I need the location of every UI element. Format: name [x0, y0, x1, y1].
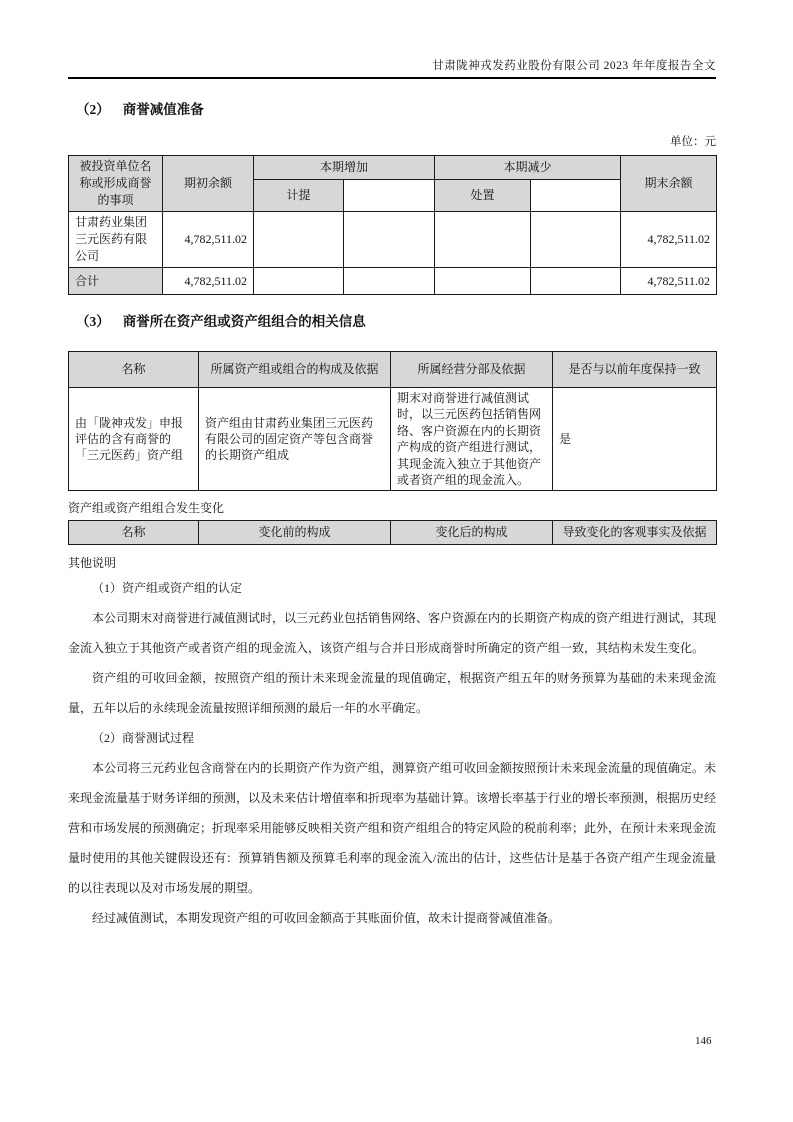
subheading-asset-group-identification: （1）资产组或资产组的认定	[92, 581, 243, 596]
cell-disposal-amount	[435, 212, 531, 268]
table-header-row	[69, 521, 717, 545]
running-header	[68, 0, 716, 79]
section-title: 商誉所在资产组或资产组组合的相关信息	[122, 314, 366, 329]
col-header-name: 名称	[69, 521, 199, 545]
asset-group-change-table	[68, 520, 717, 545]
col-header-segment: 所属经营分部及依据	[391, 352, 553, 388]
table-row	[69, 388, 717, 491]
col-header-consistent: 是否与以前年度保持一致	[553, 352, 717, 388]
col-header-entity: 被投资单位名称或形成商誉的事项	[69, 156, 163, 212]
section-number: （2）	[76, 102, 110, 117]
other-notes-body	[68, 573, 716, 933]
table-header-row	[69, 352, 717, 388]
col-header-opening-balance: 期初余额	[163, 156, 254, 212]
section-title: 商誉减值准备	[122, 102, 204, 117]
subheading-goodwill-test-process: （2）商誉测试过程	[92, 731, 195, 746]
col-header-disposal: 处置	[435, 180, 531, 212]
col-header-after-change: 变化后的构成	[391, 521, 553, 545]
cell-total-closing: 4,782,511.02	[621, 268, 717, 295]
goodwill-impairment-provision-table	[68, 155, 717, 295]
cell-consistency-flag: 是	[553, 388, 717, 491]
unit-label: 单位：元	[670, 136, 716, 148]
asset-group-info-table	[68, 351, 717, 491]
col-header-decrease-blank	[531, 180, 621, 212]
col-header-increase-group: 本期增加	[254, 156, 435, 180]
cell-total-inc-other	[344, 268, 435, 295]
col-header-change-reason: 导致变化的客观事实及依据	[553, 521, 717, 545]
col-header-decrease-group: 本期减少	[435, 156, 621, 180]
col-header-name: 名称	[69, 352, 199, 388]
cell-asset-group-name: 由「陇神戎发」申报评估的含有商誉的「三元医药」资产组	[69, 388, 199, 491]
section-number: （3）	[76, 314, 110, 329]
paragraph-goodwill-test-process: 本公司将三元药业包含商誉在内的长期资产作为资产组，测算资产组可收回金额按照预计未来现金流量的现值确定。未来现金流量基于财务详细的预测，以及未来估计增值率和折现率为基础计算。该增长率基于行业的增长率预测，根据历史经营和市场发展的预测确定；折现率采用能够反映相关资产组和资产组组合的特定风险的税前利率；此外，在预计未来现金流量时使用的其他关键假设还有：预算销售额及预算毛利率的现金流入/流出的估计，这些估计是基于各资产组产生现金流量的以往表现以及对市场发展的期望。	[68, 761, 717, 896]
col-header-increase-blank	[344, 180, 435, 212]
section-heading-goodwill-provision	[68, 98, 716, 118]
cell-asset-group-composition: 资产组由甘肃药业集团三元医药有限公司的固定资产等包含商誉的长期资产组成	[199, 388, 391, 491]
cell-total-label: 合计	[69, 268, 163, 295]
table-row	[69, 212, 717, 268]
cell-total-disposal	[435, 268, 531, 295]
report-title: 甘肃陇神戎发药业股份有限公司 2023 年年度报告全文	[68, 57, 716, 79]
table-total-row	[69, 268, 717, 295]
cell-closing-amount: 4,782,511.02	[621, 212, 717, 268]
section-heading-asset-group	[68, 310, 716, 330]
col-header-accrual: 计提	[254, 180, 344, 212]
asset-group-change-note: 资产组或资产组组合发生变化	[68, 501, 225, 516]
table-header-row	[69, 156, 717, 180]
paragraph-recoverable-amount: 资产组的可收回金额，按照资产组的预计未来现金流量的现值确定，根据资产组五年的财务预算为基础的未来现金流量，五年以后的永续现金流量按照详细预测的最后一年的水平确定。	[68, 671, 716, 716]
page-number: 146	[695, 1035, 712, 1047]
col-header-before-change: 变化前的构成	[199, 521, 391, 545]
cell-decrease-other	[531, 212, 621, 268]
cell-total-accrual	[254, 268, 344, 295]
col-header-closing-balance: 期末余额	[621, 156, 717, 212]
cell-opening-amount: 4,782,511.02	[163, 212, 254, 268]
paragraph-asset-group-identification: 本公司期末对商誉进行减值测试时，以三元药业包括销售网络、客户资源在内的长期资产构成的资产组进行测试，其现金流入独立于其他资产或者资产组的现金流入，该资产组与合并日形成商誉时所确定的资产组一致，其结构未发生变化。	[68, 611, 717, 656]
other-notes-label: 其他说明	[68, 556, 117, 571]
cell-accrual-amount	[254, 212, 344, 268]
col-header-composition: 所属资产组或组合的构成及依据	[199, 352, 391, 388]
cell-segment-basis: 期末对商誉进行减值测试时，以三元医药包括销售网络、客户资源在内的长期资产构成的资产组进行测试，其现金流入独立于其他资产或者资产组的现金流入。	[391, 388, 553, 491]
cell-total-opening: 4,782,511.02	[163, 268, 254, 295]
paragraph-test-conclusion: 经过减值测试，本期发现资产组的可收回金额高于其账面价值，故未计提商誉减值准备。	[92, 911, 561, 926]
cell-total-dec-other	[531, 268, 621, 295]
cell-entity-name: 甘肃药业集团三元医药有限公司	[69, 212, 163, 268]
cell-increase-other	[344, 212, 435, 268]
